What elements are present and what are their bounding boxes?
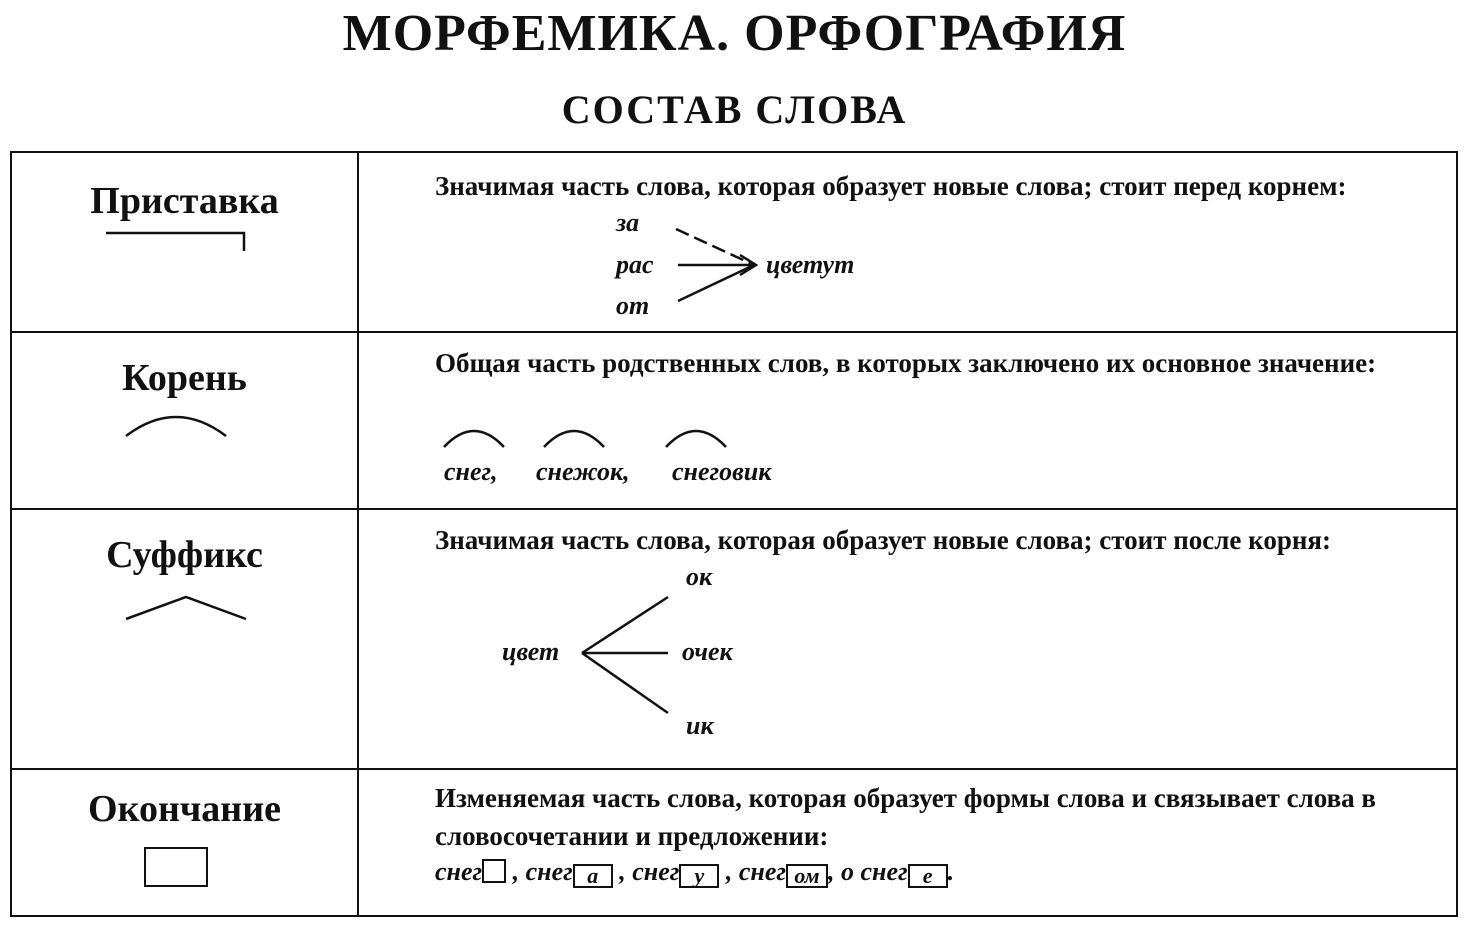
- term-ending: Окончание: [88, 788, 281, 830]
- page-title: МОРФЕМИКА. ОРФОГРАФИЯ: [342, 5, 1127, 62]
- term-root: Корень: [122, 357, 247, 399]
- prefix-example: рас: [616, 250, 654, 279]
- root-arc-icon: [442, 425, 508, 449]
- prefix-mark-icon: [106, 231, 246, 253]
- definition-prefix: Значимая часть слова, которая образует новые слова; стоит перед корнем:: [435, 171, 1347, 201]
- suffix-example: ик: [686, 711, 714, 740]
- root-example-word: снежок,: [536, 457, 630, 486]
- ending-box: а: [573, 864, 613, 888]
- ending-separator: ,: [725, 857, 733, 886]
- ending-separator: , о: [828, 857, 854, 886]
- ending-box: [482, 859, 506, 883]
- root-example-word: снеговик: [672, 457, 772, 486]
- ending-stem: снег: [738, 857, 786, 886]
- ending-stem: снег: [525, 857, 573, 886]
- definition-suffix: Значимая часть слова, которая образует новые слова; стоит после корня:: [435, 525, 1332, 555]
- ending-separator: .: [947, 857, 955, 886]
- row-divider: [12, 768, 1456, 770]
- root-example-word: снег,: [444, 457, 498, 486]
- prefix-arrow-diagram: [672, 223, 772, 313]
- ending-stem: снег: [860, 857, 908, 886]
- definition-ending: Изменяемая часть слова, которая образует формы слова и связывает слова в словосочетании и предложении:: [435, 783, 1376, 851]
- page-subtitle: СОСТАВ СЛОВА: [561, 87, 908, 132]
- morpheme-table: [10, 151, 1458, 917]
- ending-stem: снег: [435, 857, 483, 886]
- root-arc-icon: [664, 425, 730, 449]
- ending-separator: ,: [619, 857, 626, 886]
- ending-box: у: [679, 864, 719, 888]
- definition-root: Общая часть родственных слов, в которых заключено их основное значение:: [435, 348, 1377, 378]
- suffix-root: цвет: [502, 637, 560, 666]
- ending-separator: ,: [512, 857, 520, 886]
- column-divider: [357, 153, 359, 915]
- term-suffix: Суффикс: [106, 534, 263, 576]
- suffix-example: очек: [682, 637, 733, 666]
- root-arc-icon: [124, 410, 228, 440]
- suffix-branch-diagram: [572, 593, 682, 719]
- ending-box: ом: [786, 864, 828, 888]
- row-divider: [12, 331, 1456, 333]
- ending-stem: снег: [632, 857, 680, 886]
- ending-examples: [435, 857, 954, 888]
- prefix-example: от: [616, 291, 650, 320]
- suffix-caret-icon: [124, 593, 248, 623]
- row-divider: [12, 508, 1456, 510]
- ending-box: е: [908, 864, 948, 888]
- term-prefix: Приставка: [90, 180, 279, 222]
- suffix-example: ок: [686, 562, 713, 591]
- prefix-example: за: [616, 208, 640, 237]
- root-arc-icon: [542, 425, 608, 449]
- ending-box-icon: [144, 847, 208, 887]
- root-word: цветут: [766, 250, 855, 279]
